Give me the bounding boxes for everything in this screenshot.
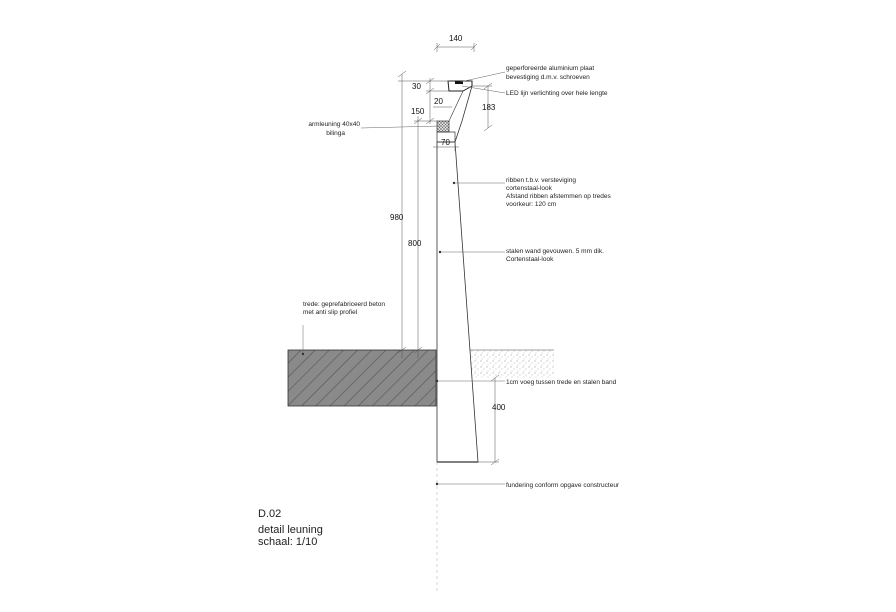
dim-30: 30 xyxy=(412,82,421,91)
cap-inner xyxy=(449,91,463,121)
note-armrest-2: bilinga xyxy=(326,130,345,137)
note-plate-2: bevestiging d.m.v. schroeven xyxy=(506,74,590,81)
note-armrest-1: armleuning 40x40 xyxy=(308,121,360,128)
dim-140: 140 xyxy=(449,34,463,43)
drawing-caption xyxy=(258,508,323,548)
drawing-scale: schaal: 1/10 xyxy=(258,536,318,548)
note-plate-1: geperforeerde aluminium plaat xyxy=(506,65,595,72)
dim-400: 400 xyxy=(492,403,506,412)
cap-fold xyxy=(455,86,472,142)
note-step-2: met anti slip profiel xyxy=(303,309,358,316)
dim-70: 70 xyxy=(441,138,450,147)
note-led: LED lijn verlichting over hele lengte xyxy=(506,90,608,97)
dim-800: 800 xyxy=(408,239,422,248)
note-ribs-2: cortenstaal-look xyxy=(506,185,552,192)
note-joint: 1cm voeg tussen trede en stalen band xyxy=(506,379,617,386)
note-foundation: fundering conform opgave constructeur xyxy=(506,482,620,489)
concrete-step xyxy=(288,350,436,406)
note-wall-2: Cortenstaal-look xyxy=(506,256,554,263)
note-ribs-3: Afstand ribben afstemmen op tredes xyxy=(506,193,611,200)
leader-dots xyxy=(302,182,455,485)
dim-980: 980 xyxy=(390,213,404,222)
dim-20: 20 xyxy=(434,97,443,106)
note-step-1: trede: geprefabriceerd beton xyxy=(303,301,386,308)
note-ribs-1: ribben t.b.v. versteviging xyxy=(506,177,576,184)
drawing-title: detail leuning xyxy=(258,524,323,536)
note-wall-1: stalen wand gevouwen. 5 mm dik. xyxy=(506,248,604,255)
armrest xyxy=(437,121,449,132)
steel-wall xyxy=(437,142,478,462)
note-ribs-4: voorkeur: 120 cm xyxy=(506,201,557,208)
dim-183: 183 xyxy=(482,103,496,112)
dim-150: 150 xyxy=(411,107,425,116)
drawing-code: D.02 xyxy=(258,508,282,520)
